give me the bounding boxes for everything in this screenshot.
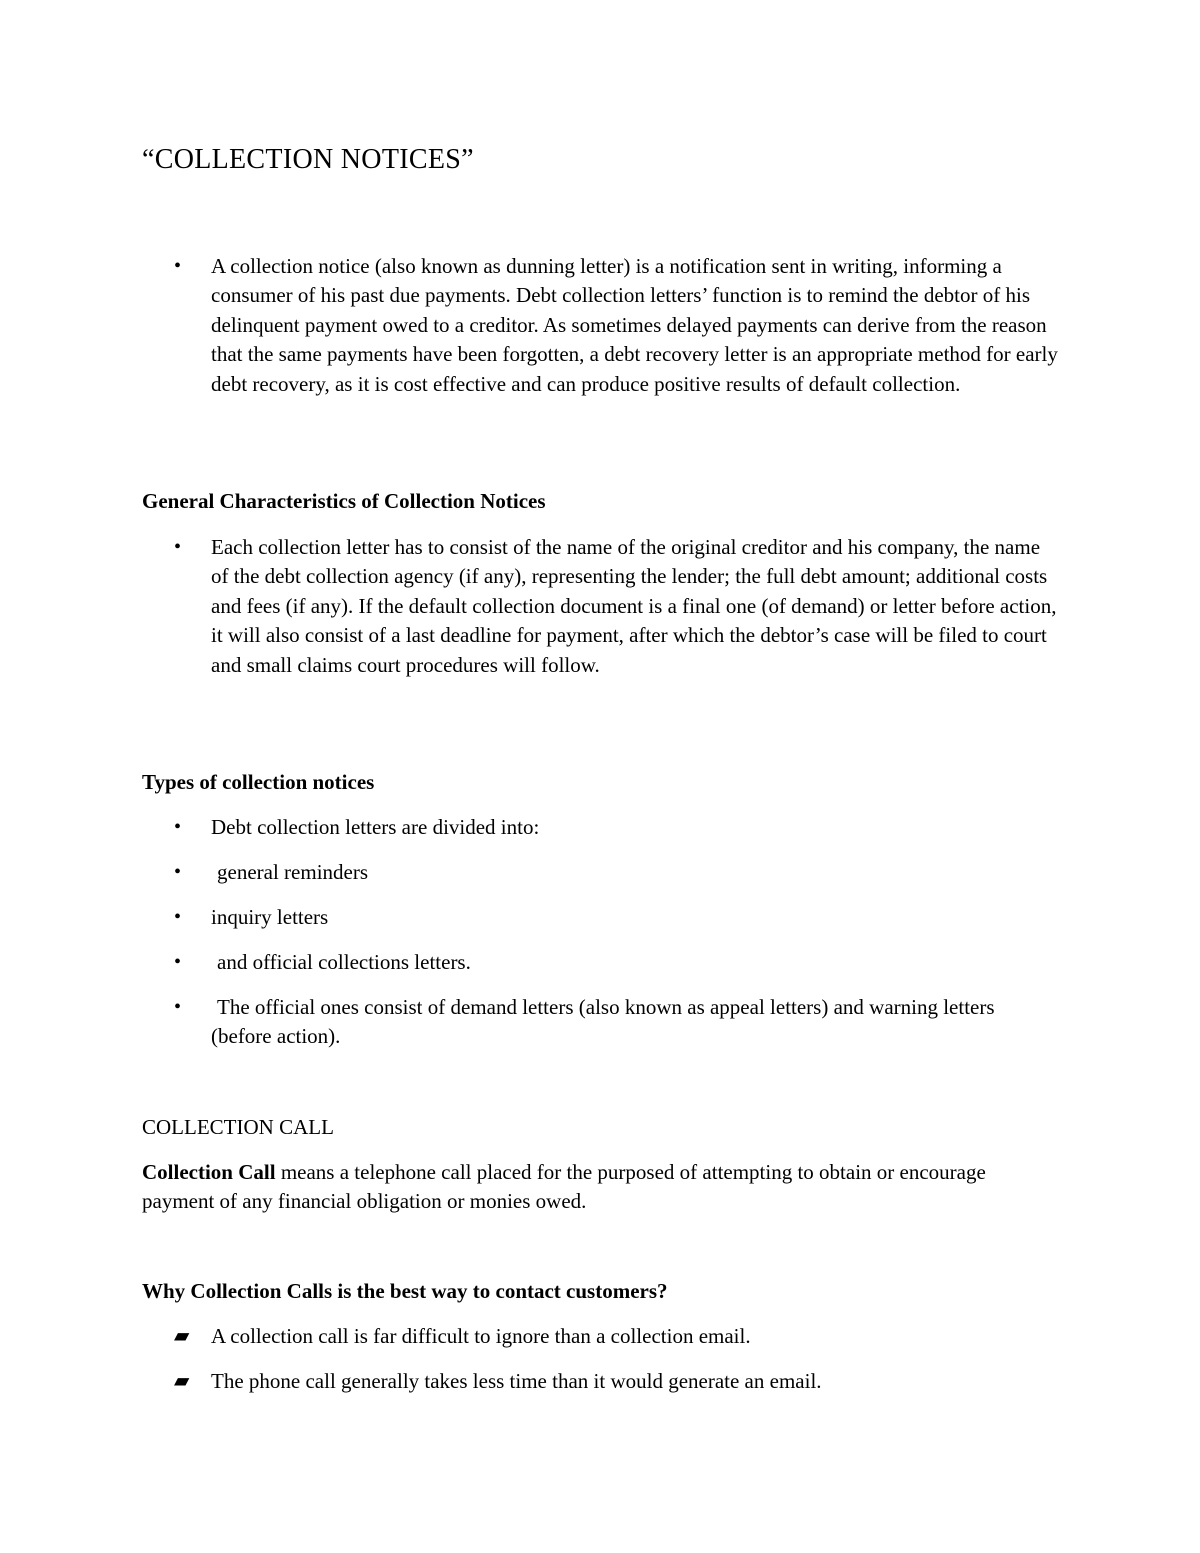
collection-call-text: means a telephone call placed for the purposed of attempting to obtain or encourage payment of any financial obligation or monies owed. [142, 1160, 986, 1214]
characteristics-paragraph: Each collection letter has to consist of the name of the original creditor and his company, the name of the debt collection agency (if any), representing the lender; the full debt amount; additional costs and fees (if any). If the default collection document is a final one (of demand) or letter before action, it will also consist of a last deadline for payment, after which the debtor’s case will be filed to court and small claims court procedures will follow. [211, 535, 1057, 677]
list-item: general reminders [217, 860, 369, 884]
arrow-bullet-icon: ▰ [174, 1325, 190, 1347]
bullet-marker: • [174, 816, 182, 838]
intro-paragraph: A collection notice (also known as dunning letter) is a notification sent in writing, informing a consumer of his past due payments. Debt collection letters’ function is to remind the debtor of his delinquent payment owed to a creditor. As sometimes delayed payments can derive from the reason that the same payments have been forgotten, a debt recovery letter is an appropriate method for early debt recovery, as it is cost effective and can produce positive results of default collection. [211, 254, 1058, 396]
list-item: The phone call generally takes less time than it would generate an email. [211, 1369, 822, 1393]
bullet-marker: • [174, 536, 182, 558]
list-item: Debt collection letters are divided into: [211, 815, 540, 839]
bullet-marker: • [174, 255, 182, 277]
arrow-bullet-icon: ▰ [174, 1370, 190, 1392]
bullet-marker: • [174, 951, 182, 973]
collection-call-definition [142, 1158, 1012, 1217]
list-item: A collection call is far difficult to ignore than a collection email. [211, 1324, 751, 1348]
characteristics-heading: General Characteristics of Collection Notices [142, 489, 546, 513]
list-item: and official collections letters. [217, 950, 471, 974]
collection-call-term: Collection Call [142, 1160, 276, 1184]
page-title: “COLLECTION NOTICES” [142, 144, 474, 175]
list-item: The official ones consist of demand letters (also known as appeal letters) and warning letters (before action). [211, 995, 995, 1049]
list-item: inquiry letters [211, 905, 329, 929]
bullet-marker: • [174, 996, 182, 1018]
bullet-marker: • [174, 906, 182, 928]
collection-call-heading: COLLECTION CALL [142, 1115, 334, 1139]
types-heading: Types of collection notices [142, 770, 375, 794]
why-calls-heading: Why Collection Calls is the best way to contact customers? [142, 1279, 668, 1303]
bullet-marker: • [174, 861, 182, 883]
